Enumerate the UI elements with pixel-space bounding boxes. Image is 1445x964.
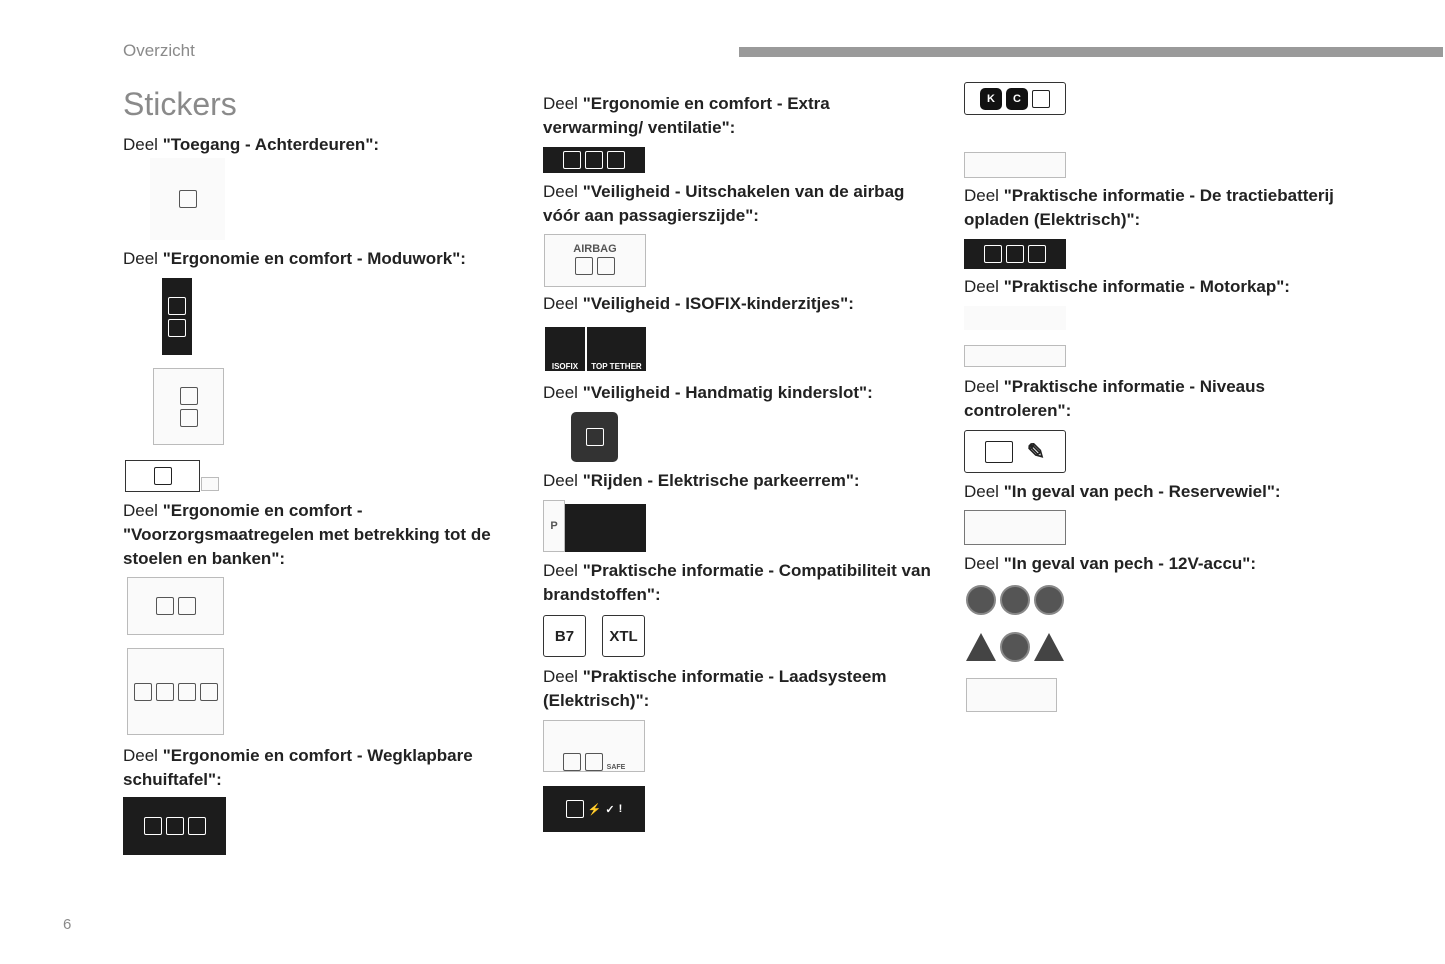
heading-heating [543,92,933,140]
heading-levels [964,375,1354,423]
book-icon [1000,632,1030,662]
bolt-icon: ⚡ [587,803,602,816]
prefix: Deel [543,182,583,201]
heading-toegang [123,133,513,157]
prefix: Deel [964,377,1004,396]
heading-table [123,744,513,792]
heading-moduwork [123,247,513,271]
sticker-top-tether [587,327,646,371]
xtl-label: XTL [609,627,638,645]
heading-hood [964,275,1354,299]
sticker-rear-doors [150,158,225,240]
no-fire-icon [966,585,996,615]
sticker-table [123,797,226,855]
prefix: Deel [543,471,583,490]
k-badge: K [980,88,1002,110]
heading-text: "Ergonomie en comfort - Extra verwarming/ ventilatie": [543,94,830,137]
heading-text: "Praktische informatie - Laadsysteem (Elektrisch)": [543,667,887,710]
page-title: Stickers [123,86,237,122]
heading-fuel [543,559,933,607]
sticker-battery-12v [966,678,1057,712]
sticker-warnings [964,152,1066,178]
prefix: Deel [543,667,583,686]
seat-icon [180,409,198,427]
book-icon [156,597,174,615]
no-child-seat-icon [575,257,593,275]
sticker-spare-wheel [964,510,1066,545]
sticker-levels [964,430,1066,473]
heading-text: "Praktische informatie - Niveaus controleren": [964,377,1265,420]
explosive-icon [1034,633,1064,661]
heater-icon [585,151,603,169]
prefix: Deel [123,746,163,765]
seat-icon [200,683,218,701]
dipstick-icon: ✎ [1026,438,1046,464]
door-icon [179,190,197,208]
b7-label: B7 [554,627,575,645]
heading-text: "Rijden - Elektrische parkeerrem": [582,471,860,490]
isofix-label: ISOFIX [551,362,579,371]
prefix: Deel [964,186,1004,205]
no-children-icon [1034,585,1064,615]
eye-protection-icon [1000,585,1030,615]
heading-text: "Ergonomie en comfort - Moduwork": [162,249,466,268]
lock-icon [586,428,604,446]
heading-charging [543,665,933,713]
sticker-b7 [543,615,586,657]
prefix: Deel [123,501,163,520]
book-icon [178,597,196,615]
page-number: 6 [63,916,72,933]
sticker-kc [964,82,1066,115]
book-icon [985,441,1013,463]
sticker-battery-warnings [964,630,1066,663]
book-icon [166,817,184,835]
book-icon [201,477,219,491]
prefix: Deel [543,94,583,113]
timer-icon [1006,245,1024,263]
safe-label: SAFE [606,764,626,771]
book-icon [1032,90,1050,108]
sticker-charging-1 [543,720,645,772]
heading-text: "Veiligheid - Handmatig kinderslot": [582,383,873,402]
heading-text: "Veiligheid - Uitschakelen van de airbag vóór aan passagierszijde": [543,182,905,225]
book-icon [607,151,625,169]
sticker-moduwork-3 [125,460,200,492]
top-tether-label: TOP TETHER [591,362,642,371]
prefix: Deel [964,277,1004,296]
warning-icon [168,319,186,337]
prefix: Deel [123,135,163,154]
clock-icon [566,800,584,818]
heading-text: "Praktische informatie - Compatibiliteit van brandstoffen": [543,561,931,604]
c-badge: C [1006,88,1028,110]
sticker-seats-1 [127,577,224,635]
sticker-heating [543,147,645,173]
heading-battery [964,552,1354,576]
prefix: Deel [123,249,163,268]
heading-parkingbrake [543,469,933,493]
sticker-xtl [602,615,645,657]
prefix: Deel [543,383,583,402]
corrosive-icon [966,633,996,661]
sticker-charging-2 [543,786,645,832]
heading-childlock [543,381,933,405]
seat-icon [178,683,196,701]
charger-icon [585,753,603,771]
sticker-childlock [571,412,618,462]
prefix: Deel [964,482,1004,501]
car-icon [188,817,206,835]
heading-text: "Toegang - Achterdeuren": [162,135,380,154]
heading-isofix [543,292,933,316]
heading-traction-battery [964,184,1354,232]
plug-icon [984,245,1002,263]
sticker-hood-2 [964,345,1066,367]
warning-icon [144,817,162,835]
airbag-label: AIRBAG [573,243,617,255]
heading-text: "In geval van pech - 12V-accu": [1003,554,1257,573]
child-seat-icon [597,257,615,275]
parking-icon: P [543,500,565,552]
sticker-moduwork-1 [162,278,192,355]
no-table-icon [154,467,172,485]
heading-text: "Praktische informatie - Motorkap": [1003,277,1290,296]
prefix: Deel [543,561,583,580]
seat-icon [180,387,198,405]
up-arrow-icon [563,753,581,771]
heading-seats [123,499,503,571]
check-icon: ✓ [605,803,615,816]
book-icon [168,297,186,315]
heading-airbag [543,180,933,228]
heading-text: "Ergonomie en comfort - Wegklapbare schuiftafel": [123,746,473,789]
heading-text: "Ergonomie en comfort - "Voorzorgsmaatregelen met betrekking tot de stoelen en banken": [123,501,491,568]
prefix: Deel [964,554,1004,573]
heading-spare-wheel [964,480,1354,504]
exclamation-icon: ! [618,803,623,815]
heading-text: "In geval van pech - Reservewiel": [1003,482,1281,501]
heading-text: "Veiligheid - ISOFIX-kinderzitjes": [582,294,854,313]
fuel-icon [563,151,581,169]
seat-icon [134,683,152,701]
sticker-seats-2 [127,648,224,735]
section-header: Overzicht [123,41,195,60]
prefix: Deel [543,294,583,313]
sticker-parkingbrake [565,504,646,552]
sticker-hood-1 [964,306,1066,330]
sticker-isofix [545,327,585,371]
sticker-battery-prohibitions [964,583,1066,617]
sticker-traction-battery [964,239,1066,269]
sticker-airbag [544,234,646,287]
header-bar [739,47,1443,57]
seat-icon [156,683,174,701]
sticker-moduwork-2 [153,368,224,445]
plug-icon [1028,245,1046,263]
heading-text: "Praktische informatie - De tractiebatterij opladen (Elektrisch)": [964,186,1334,229]
